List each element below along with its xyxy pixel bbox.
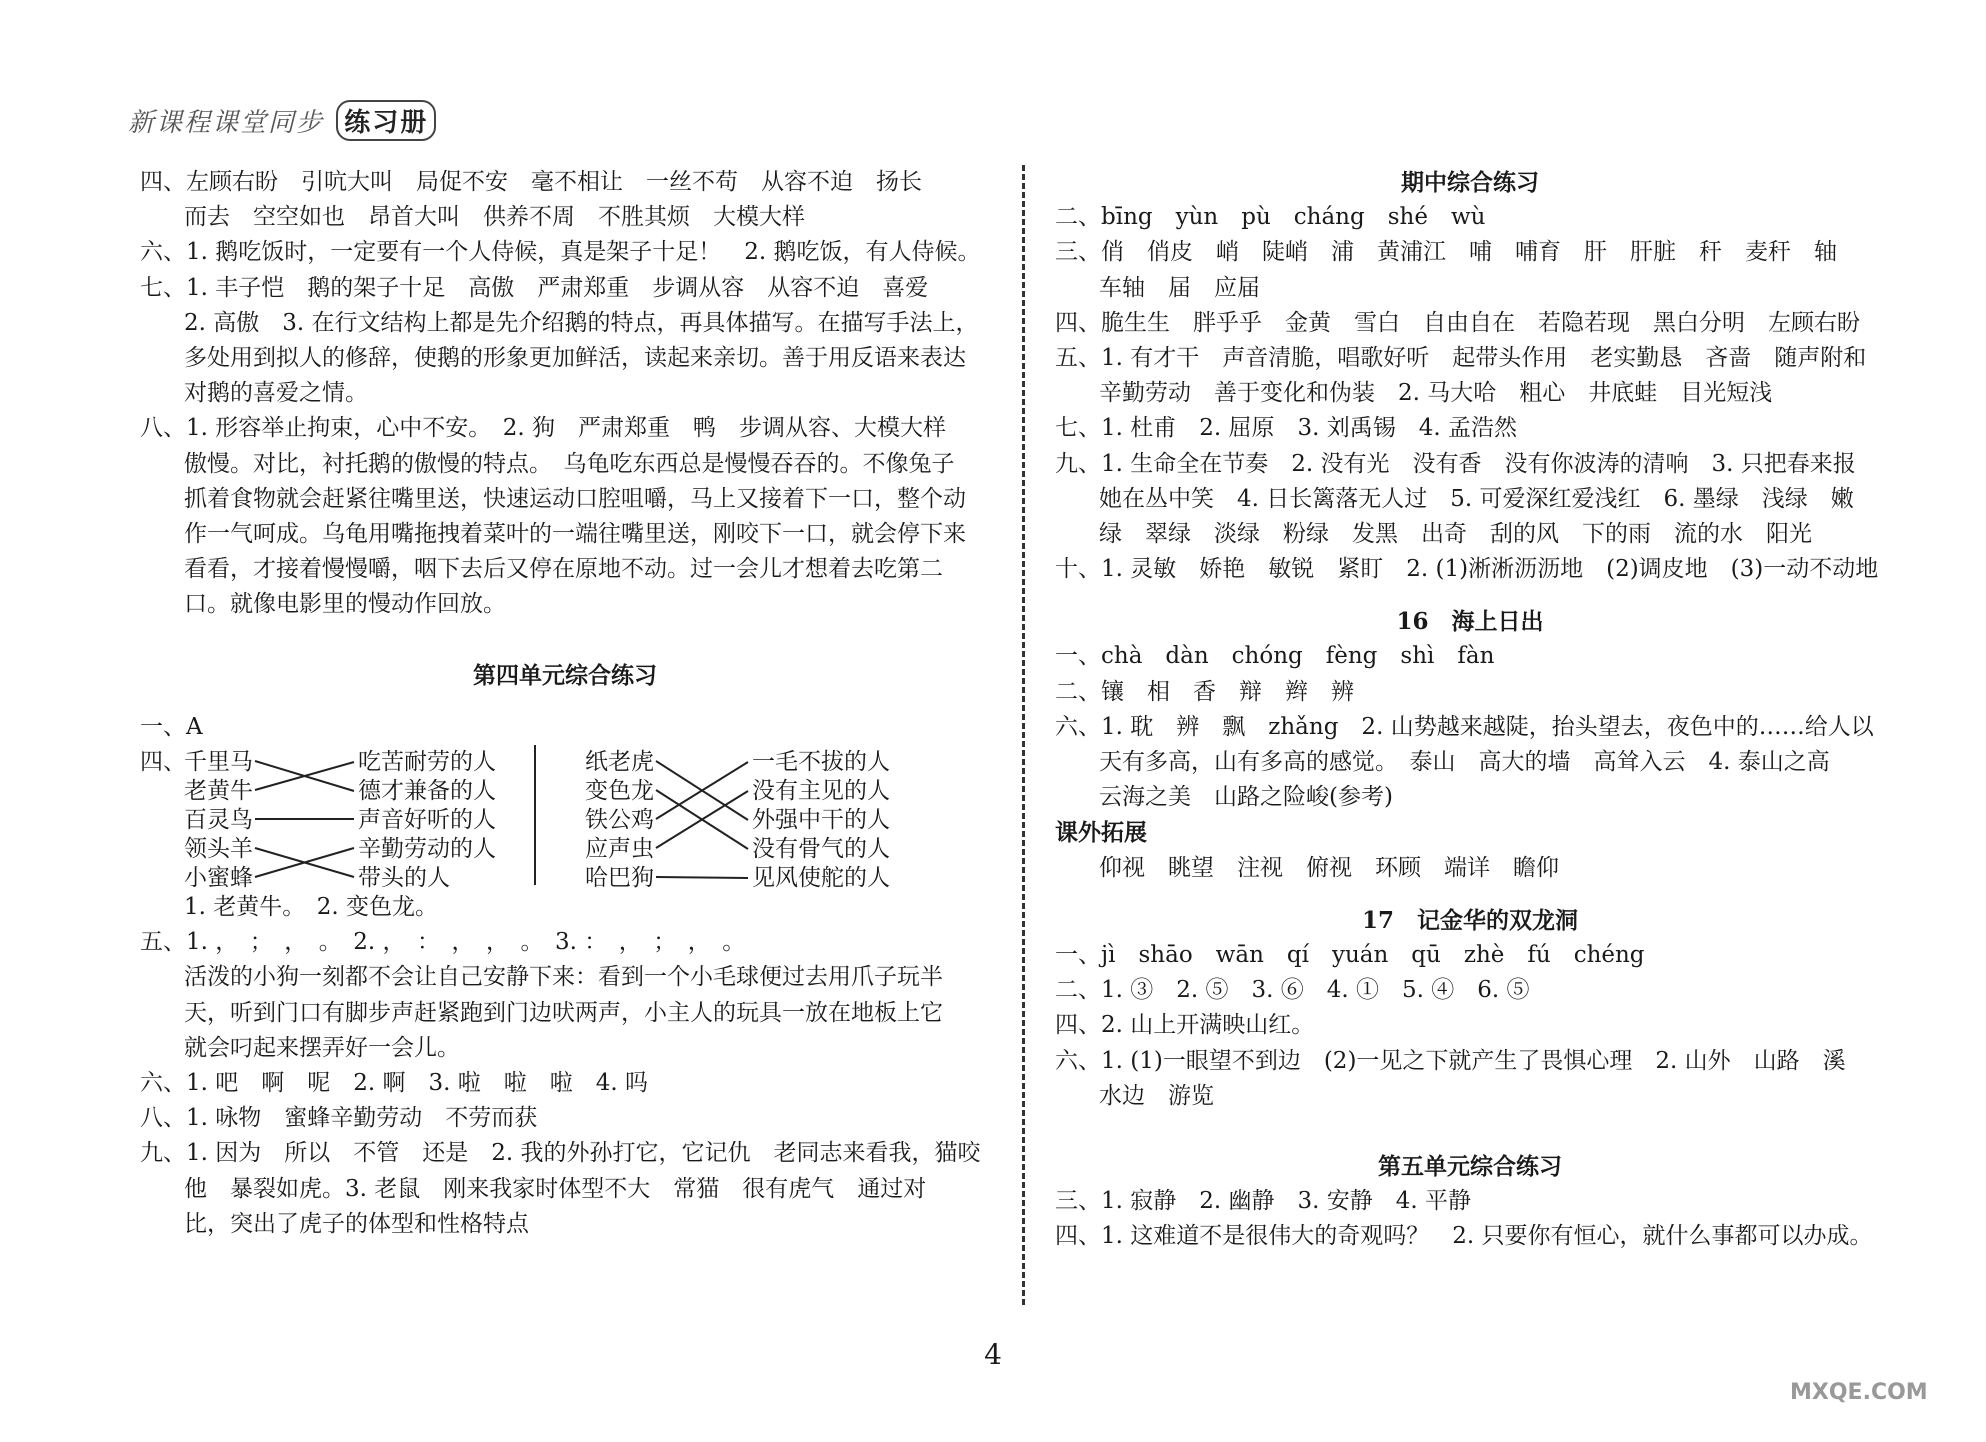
text-line: 四、1. 这难道不是很伟大的奇观吗？ 2. 只要你有恒心，就什么事都可以办成。	[1055, 1223, 1873, 1250]
text-line: 她在丛中笑 4. 日长篱落无人过 5. 可爱深红爱浅红 6. 墨绿 浅绿 嫩	[1099, 485, 1854, 512]
watermark: MXQE.COM	[1790, 1380, 1928, 1405]
text-line: 天，听到门口有脚步声赶紧跑到门边吠两声，小主人的玩具一放在地板上它	[184, 999, 943, 1026]
match-right-b: 没有主见的人	[752, 778, 890, 804]
section-title-lesson17: 17 记金华的双龙洞	[1361, 906, 1578, 934]
text-line: 六、1. (1)一眼望不到边 (2)一见之下就产生了畏惧心理 2. 山外 山路 溪	[1055, 1047, 1846, 1074]
matching-lines	[140, 745, 990, 890]
match-left-a: 小蜜蜂	[184, 865, 253, 891]
header-logo	[128, 100, 436, 141]
text-line: 作一气呵成。乌龟用嘴拖拽着菜叶的一端往嘴里送，刚咬下一口，就会停下来	[184, 520, 966, 547]
text-line: 比，突出了虎子的体型和性格特点	[184, 1210, 529, 1237]
text-line: 2. 高傲 3. 在行文结构上都是先介绍鹅的特点，再具体描写。在描写手法上，	[184, 309, 979, 336]
match-left-a: 老黄牛	[184, 778, 253, 804]
match-right-a: 吃苦耐劳的人	[358, 749, 496, 775]
text-line: 看看，才接着慢慢嚼，咽下去后又停在原地不动。过一会儿才想着去吃第二	[184, 556, 943, 583]
text-line: 一、A	[140, 713, 203, 740]
text-line: 五、1. 有才干 声音清脆，唱歌好听 起带头作用 老实勤恳 吝啬 随声附和	[1055, 344, 1867, 371]
match-left-a: 千里马	[184, 749, 253, 775]
text-line: 抓着食物就会赶紧往嘴里送，快速运动口腔咀嚼，马上又接着下一口，整个动	[184, 485, 966, 512]
text-line: 车轴 届 应届	[1099, 274, 1260, 301]
match-left-b: 应声虫	[585, 836, 654, 862]
text-line: 八、1. 咏物 蜜蜂辛勤劳动 不劳而获	[140, 1105, 538, 1132]
text-line: 他 暴裂如虎。3. 老鼠 刚来我家时体型不大 常猫 很有虎气 通过对	[184, 1175, 927, 1202]
text-line: 辛勤劳动 善于变化和伪装 2. 马大哈 粗心 井底蛙 目光短浅	[1099, 380, 1773, 407]
text-line: 活泼的小狗一刻都不会让自己安静下来：看到一个小毛球便过去用爪子玩半	[184, 964, 943, 991]
text-line: 六、1. 鹅吃饭时，一定要有一个人侍候，真是架子十足！ 2. 鹅吃饭，有人侍候。	[140, 239, 981, 266]
section-title-unit5: 第五单元综合练习	[1378, 1153, 1562, 1181]
text-line: 口。就像电影里的慢动作回放。	[184, 591, 506, 618]
match-left-a: 百灵鸟	[184, 807, 253, 833]
text-line: 对鹅的喜爱之情。	[184, 380, 368, 407]
left-column	[140, 165, 990, 1242]
section-title-unit4: 第四单元综合练习	[473, 661, 657, 689]
match-right-a: 德才兼备的人	[358, 778, 496, 804]
text-line: 四、左顾右盼 引吭大叫 局促不安 毫不相让 一丝不苟 从容不迫 扬长	[140, 169, 922, 195]
text-line: 云海之美 山路之险峻(参考)	[1099, 784, 1393, 811]
text-line: 七、1. 杜甫 2. 屈原 3. 刘禹锡 4. 孟浩然	[1055, 415, 1518, 442]
text-line: 水边 游览	[1099, 1082, 1214, 1109]
text-line: 一、chà dàn chóng fèng shì fàn	[1055, 643, 1495, 670]
matching-exercise	[140, 745, 990, 890]
text-line: 而去 空空如也 昂首大叫 供养不周 不胜其烦 大模大样	[184, 204, 805, 231]
match-left-b: 变色龙	[585, 778, 654, 804]
text-line: 四、2. 山上开满映山红。	[1055, 1012, 1315, 1039]
text-line: 1. 老黄牛。 2. 变色龙。	[184, 894, 439, 920]
match-right-a: 带头的人	[358, 865, 450, 891]
text-line: 就会叼起来摆弄好一会儿。	[184, 1034, 460, 1061]
text-line: 三、1. 寂静 2. 幽静 3. 安静 4. 平静	[1055, 1188, 1472, 1215]
match-left-b: 纸老虎	[585, 749, 654, 775]
match-prefix: 四、	[140, 749, 186, 775]
text-line: 九、1. 因为 所以 不管 还是 2. 我的外孙打它，它记仇 老同志来看我，猫咬	[140, 1140, 981, 1167]
text-line: 十、1. 灵敏 娇艳 敏锐 紧盯 2. (1)淅淅沥沥地 (2)调皮地 (3)一动不动地	[1055, 556, 1879, 583]
text-line: 九、1. 生命全在节奏 2. 没有光 没有香 没有你波涛的清响 3. 只把春来报	[1055, 450, 1856, 477]
text-line: 二、bīng yùn pù cháng shé wù	[1055, 204, 1486, 231]
column-divider	[1022, 165, 1025, 1305]
match-left-a: 领头羊	[184, 836, 253, 862]
text-line: 多处用到拟人的修辞，使鹅的形象更加鲜活，读起来亲切。善于用反语来表达	[184, 344, 966, 371]
subheading-kewai: 课外拓展	[1055, 819, 1147, 847]
match-right-b: 见风使舵的人	[752, 865, 890, 891]
text-line: 八、1. 形容举止拘束，心中不安。 2. 狗 严肃郑重 鸭 步调从容、大模大样	[140, 415, 947, 442]
match-right-b: 外强中干的人	[752, 807, 890, 833]
text-line: 六、1. 吧 啊 呢 2. 啊 3. 啦 啦 啦 4. 吗	[140, 1069, 649, 1096]
text-line: 天有多高，山有多高的感觉。 泰山 高大的墙 高耸入云 4. 泰山之高	[1099, 749, 1830, 775]
header-series: 新课程课堂同步	[128, 108, 325, 138]
match-right-a: 辛勤劳动的人	[358, 836, 496, 862]
section-title-midterm: 期中综合练习	[1401, 169, 1539, 196]
match-left-b: 铁公鸡	[585, 807, 654, 833]
text-line: 二、1. ③ 2. ⑤ 3. ⑥ 4. ① 5. ④ 6. ⑤	[1055, 977, 1530, 1004]
page-number: 4	[984, 1338, 1002, 1371]
text-line: 六、1. 耽 辨 飘 zhǎng 2. 山势越来越陡，抬头望去，夜色中的……给人以	[1055, 713, 1874, 740]
section-title-lesson16: 16 海上日出	[1396, 608, 1544, 636]
match-left-b: 哈巴狗	[585, 865, 654, 891]
text-line: 仰视 眺望 注视 俯视 环顾 端详 瞻仰	[1099, 854, 1559, 881]
text-line: 傲慢。对比，衬托鹅的傲慢的特点。 乌龟吃东西总是慢慢吞吞的。不像兔子	[184, 450, 955, 477]
match-right-b: 没有骨气的人	[752, 836, 890, 862]
right-column	[1055, 165, 1885, 1255]
text-line: 绿 翠绿 淡绿 粉绿 发黑 出奇 刮的风 下的雨 流的水 阳光	[1099, 520, 1812, 547]
match-right-b: 一毛不拔的人	[752, 749, 890, 775]
text-line: 二、镶 相 香 辩 辫 辨	[1055, 678, 1354, 705]
header-book-title: 练习册	[336, 100, 436, 141]
match-right-a: 声音好听的人	[358, 807, 496, 833]
text-line: 五、1. ， ； ， 。 2. ， ： ， ， 。 3. ： ， ； ， 。	[140, 929, 746, 956]
text-line: 三、俏 俏皮 峭 陡峭 浦 黄浦江 哺 哺育 肝 肝脏 秆 麦秆 轴	[1055, 239, 1837, 266]
text-line: 四、脆生生 胖乎乎 金黄 雪白 自由自在 若隐若现 黑白分明 左顾右盼	[1055, 309, 1860, 336]
text-line: 一、jì shāo wān qí yuán qū zhè fú chéng	[1055, 941, 1645, 968]
text-line: 七、1. 丰子恺 鹅的架子十足 高傲 严肃郑重 步调从容 从容不迫 喜爱	[140, 274, 929, 301]
